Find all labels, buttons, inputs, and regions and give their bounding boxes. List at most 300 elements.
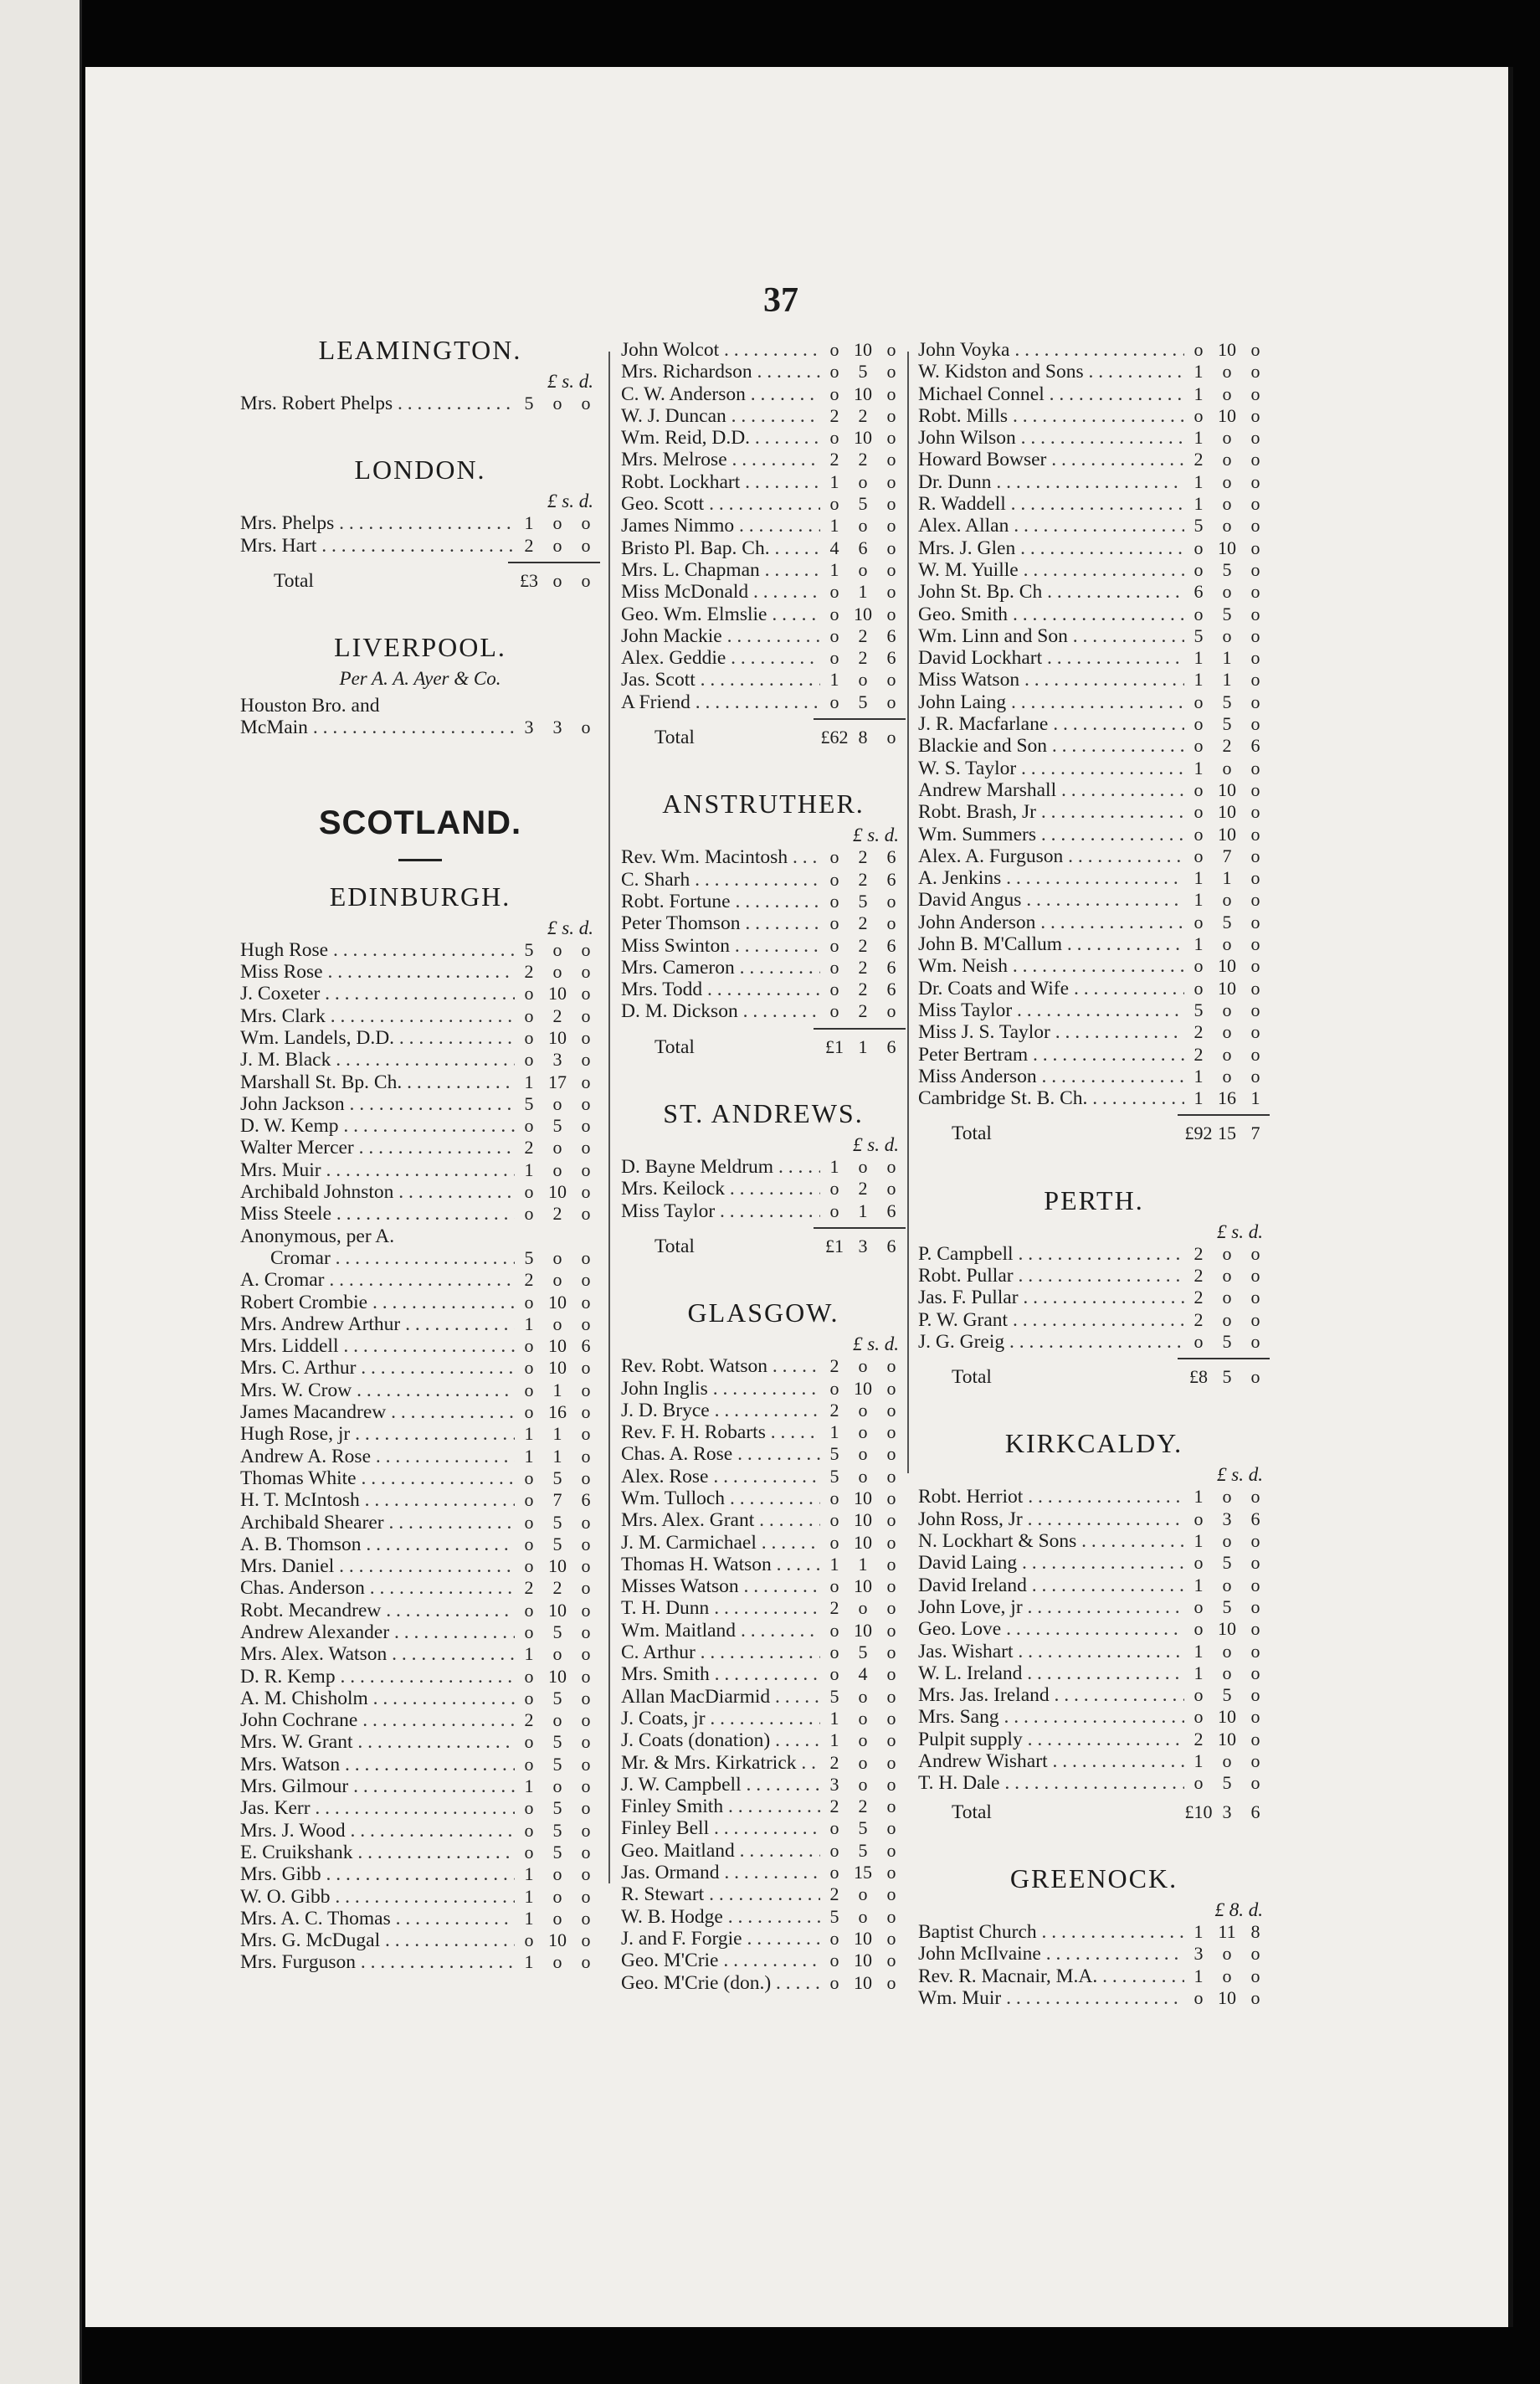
- pounds-value: 1: [829, 1421, 839, 1443]
- shillings-value: 5: [552, 1467, 562, 1488]
- pounds-value: o: [524, 1841, 534, 1862]
- total-label: Total: [274, 569, 314, 592]
- donor-name: A. B. Thomson . . .: [240, 1534, 515, 1555]
- donor-name: Houston Bro. and: [240, 695, 380, 717]
- donor-row: [240, 1534, 600, 1555]
- pounds-value: 2: [1194, 1264, 1204, 1286]
- donor-row: [918, 1287, 1270, 1308]
- shillings-value: 1: [858, 1553, 868, 1575]
- pence-value: o: [581, 1291, 591, 1313]
- pounds-value: 2: [829, 1796, 839, 1817]
- pence-value: o: [581, 393, 591, 414]
- donor-row: [240, 717, 600, 738]
- pounds-value: o: [524, 1621, 534, 1642]
- pounds-value: 5: [524, 1246, 534, 1268]
- shillings-value: 3: [858, 1235, 868, 1256]
- pounds-value: 1: [1194, 757, 1204, 778]
- pounds-value: £3: [520, 569, 538, 591]
- shillings-value: 5: [1222, 1330, 1232, 1352]
- shillings-value: o: [858, 1883, 868, 1905]
- pounds-value: 2: [1194, 1021, 1204, 1043]
- pounds-value: 1: [829, 470, 839, 492]
- pence-value: 6: [886, 1200, 896, 1221]
- donor-name: John Love, jr . . .: [918, 1596, 1184, 1618]
- pence-value: o: [1250, 1618, 1260, 1640]
- donor-row: [918, 383, 1270, 405]
- pence-value: o: [581, 1159, 591, 1180]
- shillings-value: o: [858, 1355, 868, 1377]
- pence-value: o: [1250, 1684, 1260, 1706]
- donor-row: [621, 1774, 906, 1796]
- pounds-value: o: [1194, 1684, 1204, 1706]
- donor-row: [240, 1731, 600, 1753]
- donor-name: Michael Connel . . .: [918, 383, 1184, 405]
- donor-row: [621, 1862, 906, 1883]
- pounds-value: 2: [829, 1883, 839, 1905]
- donor-row: [621, 1178, 906, 1200]
- donor-row: [918, 1044, 1270, 1066]
- donor-name: Anonymous, per A.: [240, 1225, 395, 1247]
- pounds-value: o: [1194, 691, 1204, 712]
- pence-value: 6: [886, 1235, 896, 1256]
- shillings-value: o: [552, 1643, 562, 1665]
- shillings-value: 10: [1218, 1728, 1236, 1749]
- pence-value: o: [1250, 801, 1260, 823]
- pence-value: o: [886, 1950, 896, 1971]
- donor-name: C. Sharh . . .: [621, 869, 820, 891]
- shillings-value: o: [552, 512, 562, 534]
- donor-name: Cromar . . .: [240, 1247, 515, 1269]
- donor-row: [240, 1093, 600, 1115]
- total-rule: [814, 1227, 906, 1229]
- pence-value: o: [886, 1531, 896, 1553]
- donor-row: [918, 1618, 1270, 1640]
- donor-row: [621, 427, 906, 449]
- donor-row: [240, 1357, 600, 1379]
- donor-name: Mrs. Alex. Watson . . .: [240, 1643, 515, 1665]
- donor-name: J. D. Bryce . . .: [621, 1400, 820, 1421]
- pence-value: o: [1250, 624, 1260, 646]
- shillings-value: o: [858, 1729, 868, 1751]
- pence-value: o: [886, 890, 896, 912]
- total-row: [240, 570, 600, 592]
- pounds-value: o: [829, 934, 839, 956]
- pence-value: o: [1250, 427, 1260, 449]
- shillings-value: 1: [858, 1200, 868, 1221]
- donor-row: [240, 1929, 600, 1951]
- pence-value: o: [886, 1971, 896, 1993]
- shillings-value: o: [1222, 1043, 1232, 1065]
- shillings-value: o: [858, 470, 868, 492]
- pounds-value: o: [829, 603, 839, 624]
- donor-row: [240, 1269, 600, 1291]
- shillings-value: o: [1222, 1264, 1232, 1286]
- donor-row: [240, 1049, 600, 1071]
- pounds-value: 1: [524, 1907, 534, 1929]
- donor-row: [918, 1530, 1270, 1552]
- pence-value: 6: [886, 934, 896, 956]
- donor-name: R. Waddell . . .: [918, 493, 1184, 515]
- shillings-value: 3: [1222, 1508, 1232, 1529]
- donor-row: [621, 1729, 906, 1751]
- pounds-value: 1: [524, 1071, 534, 1092]
- donor-name: Wm. Maitland . . .: [621, 1620, 820, 1642]
- donor-name: Alex. Rose . . .: [621, 1466, 820, 1487]
- donor-row: [240, 512, 600, 534]
- shillings-value: 5: [858, 691, 868, 712]
- shillings-value: o: [1222, 581, 1232, 603]
- pence-value: o: [1250, 977, 1260, 999]
- donor-name: Blackie and Son . . .: [918, 735, 1184, 757]
- donor-row: [621, 1817, 906, 1839]
- donor-name: Mrs. Gibb . . .: [240, 1863, 515, 1885]
- donor-row: [240, 1820, 600, 1842]
- pounds-value: o: [524, 1291, 534, 1313]
- donor-row: [240, 1005, 600, 1027]
- pence-value: o: [1250, 1308, 1260, 1330]
- shillings-value: 2: [552, 1004, 562, 1026]
- pounds-value: 1: [524, 1313, 534, 1334]
- pence-value: o: [581, 1731, 591, 1753]
- shillings-value: o: [1222, 1530, 1232, 1552]
- pence-value: o: [886, 361, 896, 383]
- pounds-value: 1: [524, 1423, 534, 1445]
- total-row: [621, 727, 906, 748]
- donor-name: Miss Rose . . .: [240, 961, 515, 983]
- pence-value: o: [886, 1553, 896, 1575]
- total-row: [621, 1036, 906, 1058]
- pounds-value: 1: [1194, 1087, 1204, 1109]
- donor-row: [918, 1508, 1270, 1530]
- shillings-value: o: [1222, 1965, 1232, 1986]
- section-perth: [918, 1164, 1270, 1389]
- shillings-value: 5: [858, 361, 868, 383]
- pence-value: o: [886, 669, 896, 691]
- donor-name: Robert Crombie . . .: [240, 1292, 515, 1313]
- pounds-value: o: [829, 1642, 839, 1663]
- shillings-value: 2: [858, 449, 868, 470]
- pounds-value: o: [524, 1467, 534, 1488]
- pounds-value: o: [1194, 1330, 1204, 1352]
- pence-value: o: [1250, 1264, 1260, 1286]
- pence-value: o: [1250, 558, 1260, 580]
- pence-value: o: [1250, 581, 1260, 603]
- pence-value: o: [1250, 713, 1260, 735]
- pounds-value: 1: [1194, 669, 1204, 691]
- shillings-value: 10: [854, 1575, 872, 1597]
- pounds-value: 2: [1194, 1728, 1204, 1749]
- pence-value: o: [886, 912, 896, 934]
- donor-name: James Macandrew . . .: [240, 1401, 515, 1423]
- shillings-value: 10: [854, 603, 872, 624]
- pounds-value: 1: [1194, 1486, 1204, 1508]
- shillings-value: o: [1222, 624, 1232, 646]
- pounds-value: 5: [1194, 624, 1204, 646]
- donor-name: John Wilson . . .: [918, 427, 1184, 449]
- pence-value: o: [1250, 1043, 1260, 1065]
- pounds-value: o: [1194, 713, 1204, 735]
- donor-name: Miss Taylor . . .: [621, 1200, 820, 1222]
- shillings-value: 10: [1218, 537, 1236, 558]
- pence-value: o: [886, 1597, 896, 1619]
- donor-row: [240, 1775, 600, 1797]
- donor-row: [918, 867, 1270, 889]
- pounds-value: o: [1194, 778, 1204, 800]
- pounds-value: 2: [524, 1709, 534, 1731]
- pounds-value: o: [1194, 1772, 1204, 1794]
- shillings-value: 2: [858, 1000, 868, 1022]
- donor-row: [621, 1642, 906, 1663]
- section-title: LIVERPOOL.: [334, 632, 506, 663]
- total-row: [621, 1236, 906, 1257]
- donor-row: [918, 604, 1270, 625]
- pence-value: o: [886, 470, 896, 492]
- donor-row: [240, 1313, 600, 1335]
- pounds-value: 1: [1194, 1640, 1204, 1662]
- donor-name: Dr. Coats and Wife . . .: [918, 978, 1184, 999]
- donor-row: [918, 493, 1270, 515]
- donor-name: Marshall St. Bp. Ch. . . .: [240, 1071, 515, 1093]
- currency-header: £ 8. d.: [1214, 1898, 1263, 1920]
- pounds-value: 2: [524, 534, 534, 556]
- pence-value: o: [1250, 1965, 1260, 1986]
- shillings-value: 10: [854, 1927, 872, 1949]
- donor-row: [918, 889, 1270, 911]
- shillings-value: 10: [1218, 778, 1236, 800]
- donor-name: Mrs. Richardson . . .: [621, 361, 820, 383]
- pence-value: o: [581, 1049, 591, 1071]
- pence-value: o: [581, 983, 591, 1004]
- pounds-value: 5: [524, 938, 534, 960]
- pounds-value: o: [829, 1663, 839, 1685]
- shillings-value: o: [552, 1269, 562, 1291]
- donor-name: Mrs. Jas. Ireland . . .: [918, 1684, 1184, 1706]
- pounds-value: 1: [1194, 470, 1204, 492]
- donor-row: [240, 1688, 600, 1709]
- donor-row: [621, 1686, 906, 1708]
- shillings-value: 2: [552, 1203, 562, 1225]
- pounds-value: o: [1194, 955, 1204, 977]
- donor-row: [621, 493, 906, 515]
- pounds-value: £1: [825, 1035, 844, 1057]
- pence-value: o: [1250, 1330, 1260, 1352]
- total-rule: [814, 718, 906, 720]
- donor-row: [240, 1423, 600, 1445]
- pence-value: o: [1250, 1486, 1260, 1508]
- shillings-value: 8: [858, 727, 868, 748]
- donor-row: [240, 1115, 600, 1137]
- pence-value: o: [581, 1841, 591, 1862]
- donor-name: P. Campbell . . .: [918, 1243, 1184, 1265]
- pounds-value: o: [1194, 1595, 1204, 1617]
- shillings-value: 5: [1222, 558, 1232, 580]
- currency-header: £ s. d.: [547, 371, 593, 392]
- donor-name: Rev. Robt. Watson . . .: [621, 1355, 820, 1377]
- donor-name: Howard Bowser . . .: [918, 449, 1184, 470]
- donor-name: Mrs. Robert Phelps . . .: [240, 393, 515, 414]
- donor-row: [240, 1247, 600, 1269]
- donor-name: Jas. Scott . . .: [621, 669, 820, 691]
- pounds-value: o: [829, 1531, 839, 1553]
- donor-name: J. and F. Forgie . . .: [621, 1928, 820, 1950]
- total-rule: [1178, 1358, 1270, 1359]
- shillings-value: 10: [854, 1509, 872, 1531]
- donor-name: Mrs. Furguson . . .: [240, 1951, 515, 1973]
- shillings-value: o: [552, 1246, 562, 1268]
- shillings-value: o: [858, 669, 868, 691]
- pence-value: o: [886, 515, 896, 537]
- shillings-value: 10: [1218, 1986, 1236, 2008]
- donor-name: T. H. Dunn . . .: [621, 1597, 820, 1619]
- pence-value: o: [581, 1929, 591, 1951]
- donor-name: Mrs. W. Crow . . .: [240, 1380, 515, 1401]
- section-leamington: [240, 335, 600, 414]
- pounds-value: o: [1194, 1552, 1204, 1574]
- pounds-value: 2: [829, 1751, 839, 1773]
- donor-name: Mrs. Cameron . . .: [621, 957, 820, 979]
- donor-row: [621, 1620, 906, 1642]
- donor-row: [621, 1466, 906, 1487]
- donor-name: A. Cromar . . .: [240, 1269, 515, 1291]
- shillings-value: o: [552, 1313, 562, 1334]
- donor-name: J. M. Black . . .: [240, 1049, 515, 1071]
- shillings-value: o: [858, 1465, 868, 1487]
- pounds-value: o: [524, 1115, 534, 1137]
- pence-value: o: [1250, 515, 1260, 537]
- shillings-value: 15: [1218, 1123, 1236, 1144]
- donor-name: J. M. Carmichael . . .: [621, 1532, 820, 1554]
- donor-name: Mrs. C. Arthur . . .: [240, 1357, 515, 1379]
- total-label: Total: [952, 1801, 992, 1823]
- pounds-value: £62: [820, 727, 849, 748]
- donor-name: Archibald Shearer . . .: [240, 1512, 515, 1534]
- donor-name: Wm. Summers . . .: [918, 824, 1184, 845]
- pounds-value: o: [1194, 339, 1204, 360]
- pence-value: o: [581, 1819, 591, 1841]
- shillings-value: o: [552, 1159, 562, 1180]
- pounds-value: o: [1194, 1508, 1204, 1529]
- shillings-value: 2: [858, 1796, 868, 1817]
- donor-row: [621, 1597, 906, 1619]
- total-rule: [508, 562, 600, 563]
- pounds-value: 1: [1194, 867, 1204, 889]
- pounds-value: o: [829, 1950, 839, 1971]
- shillings-value: 5: [1222, 911, 1232, 933]
- shillings-value: 10: [854, 427, 872, 449]
- donor-row: [621, 1509, 906, 1531]
- donor-name: Andrew A. Rose . . .: [240, 1446, 515, 1467]
- donor-name: Geo. Maitland . . .: [621, 1840, 820, 1862]
- shillings-value: o: [858, 1399, 868, 1421]
- pounds-value: o: [524, 983, 534, 1004]
- pence-value: o: [1250, 449, 1260, 470]
- shillings-value: 5: [552, 1115, 562, 1137]
- pounds-value: o: [524, 1555, 534, 1577]
- donor-name: Mrs. Gilmour . . .: [240, 1775, 515, 1797]
- pounds-value: o: [524, 1401, 534, 1423]
- pounds-value: o: [829, 1377, 839, 1399]
- pence-value: o: [1250, 669, 1260, 691]
- donor-row: [621, 449, 906, 470]
- section-kirkcaldy: [918, 1406, 1270, 1822]
- shillings-value: o: [1222, 449, 1232, 470]
- donor-name: Robt. Mecandrew . . .: [240, 1600, 515, 1621]
- pence-value: o: [886, 1707, 896, 1729]
- donor-name: A. Jenkins . . .: [918, 867, 1184, 889]
- shillings-value: 10: [854, 1950, 872, 1971]
- donor-row: [918, 758, 1270, 779]
- pounds-value: o: [524, 1819, 534, 1841]
- pounds-value: o: [829, 912, 839, 934]
- pounds-value: o: [829, 1619, 839, 1641]
- pounds-value: o: [524, 1929, 534, 1951]
- pounds-value: 1: [829, 1729, 839, 1751]
- pounds-value: o: [1194, 823, 1204, 845]
- donor-name: A Friend . . .: [621, 691, 820, 713]
- shillings-value: 5: [552, 1621, 562, 1642]
- shillings-value: o: [858, 1905, 868, 1927]
- pounds-value: 1: [1194, 427, 1204, 449]
- pence-value: o: [581, 1269, 591, 1291]
- pence-value: o: [1250, 493, 1260, 515]
- pounds-value: 1: [1194, 1662, 1204, 1683]
- donor-row: [918, 1265, 1270, 1287]
- pence-value: o: [1250, 757, 1260, 778]
- pence-value: o: [1250, 845, 1260, 866]
- donor-name: Wm. Landels, D.D. . . .: [240, 1027, 515, 1049]
- pounds-value: 3: [1194, 1943, 1204, 1965]
- pounds-value: 5: [1194, 999, 1204, 1020]
- shillings-value: 10: [854, 1377, 872, 1399]
- donor-name: John Wolcot . . .: [621, 339, 820, 361]
- pence-value: o: [1250, 1366, 1260, 1388]
- pounds-value: £8: [1189, 1366, 1208, 1388]
- donor-row: [240, 961, 600, 983]
- pence-value: o: [581, 961, 591, 983]
- donor-name: Allan MacDiarmid . . .: [621, 1686, 820, 1708]
- pence-value: o: [886, 1178, 896, 1200]
- donor-row: [918, 361, 1270, 383]
- donor-row: [918, 1706, 1270, 1728]
- pounds-value: 2: [1194, 1242, 1204, 1264]
- donor-name: David Lockhart . . .: [918, 647, 1184, 669]
- pounds-value: 1: [524, 1775, 534, 1797]
- shillings-value: o: [1222, 1662, 1232, 1683]
- shillings-value: 5: [858, 1817, 868, 1839]
- donor-row: [918, 978, 1270, 999]
- shillings-value: 5: [552, 1731, 562, 1753]
- shillings-value: 15: [854, 1862, 872, 1883]
- pounds-value: o: [1194, 1618, 1204, 1640]
- pounds-value: o: [524, 1049, 534, 1071]
- donor-name: P. W. Grant . . .: [918, 1309, 1184, 1331]
- shillings-value: 2: [858, 1178, 868, 1200]
- donor-name: Mrs. Andrew Arthur . . .: [240, 1313, 515, 1335]
- donor-name: Chas. A. Rose . . .: [621, 1443, 820, 1465]
- shillings-value: 5: [552, 1687, 562, 1708]
- heading-dash: [398, 859, 442, 861]
- section-title: GREENOCK.: [1009, 1862, 1178, 1893]
- donor-name: John B. M'Callum . . .: [918, 933, 1184, 955]
- donor-row: [621, 625, 906, 647]
- section-anstruther: [621, 767, 906, 1058]
- pounds-value: o: [524, 1753, 534, 1775]
- donor-row: [918, 779, 1270, 801]
- pence-value: o: [886, 1377, 896, 1399]
- pence-value: o: [1250, 889, 1260, 911]
- shillings-value: 10: [1218, 977, 1236, 999]
- shillings-value: 4: [858, 1663, 868, 1685]
